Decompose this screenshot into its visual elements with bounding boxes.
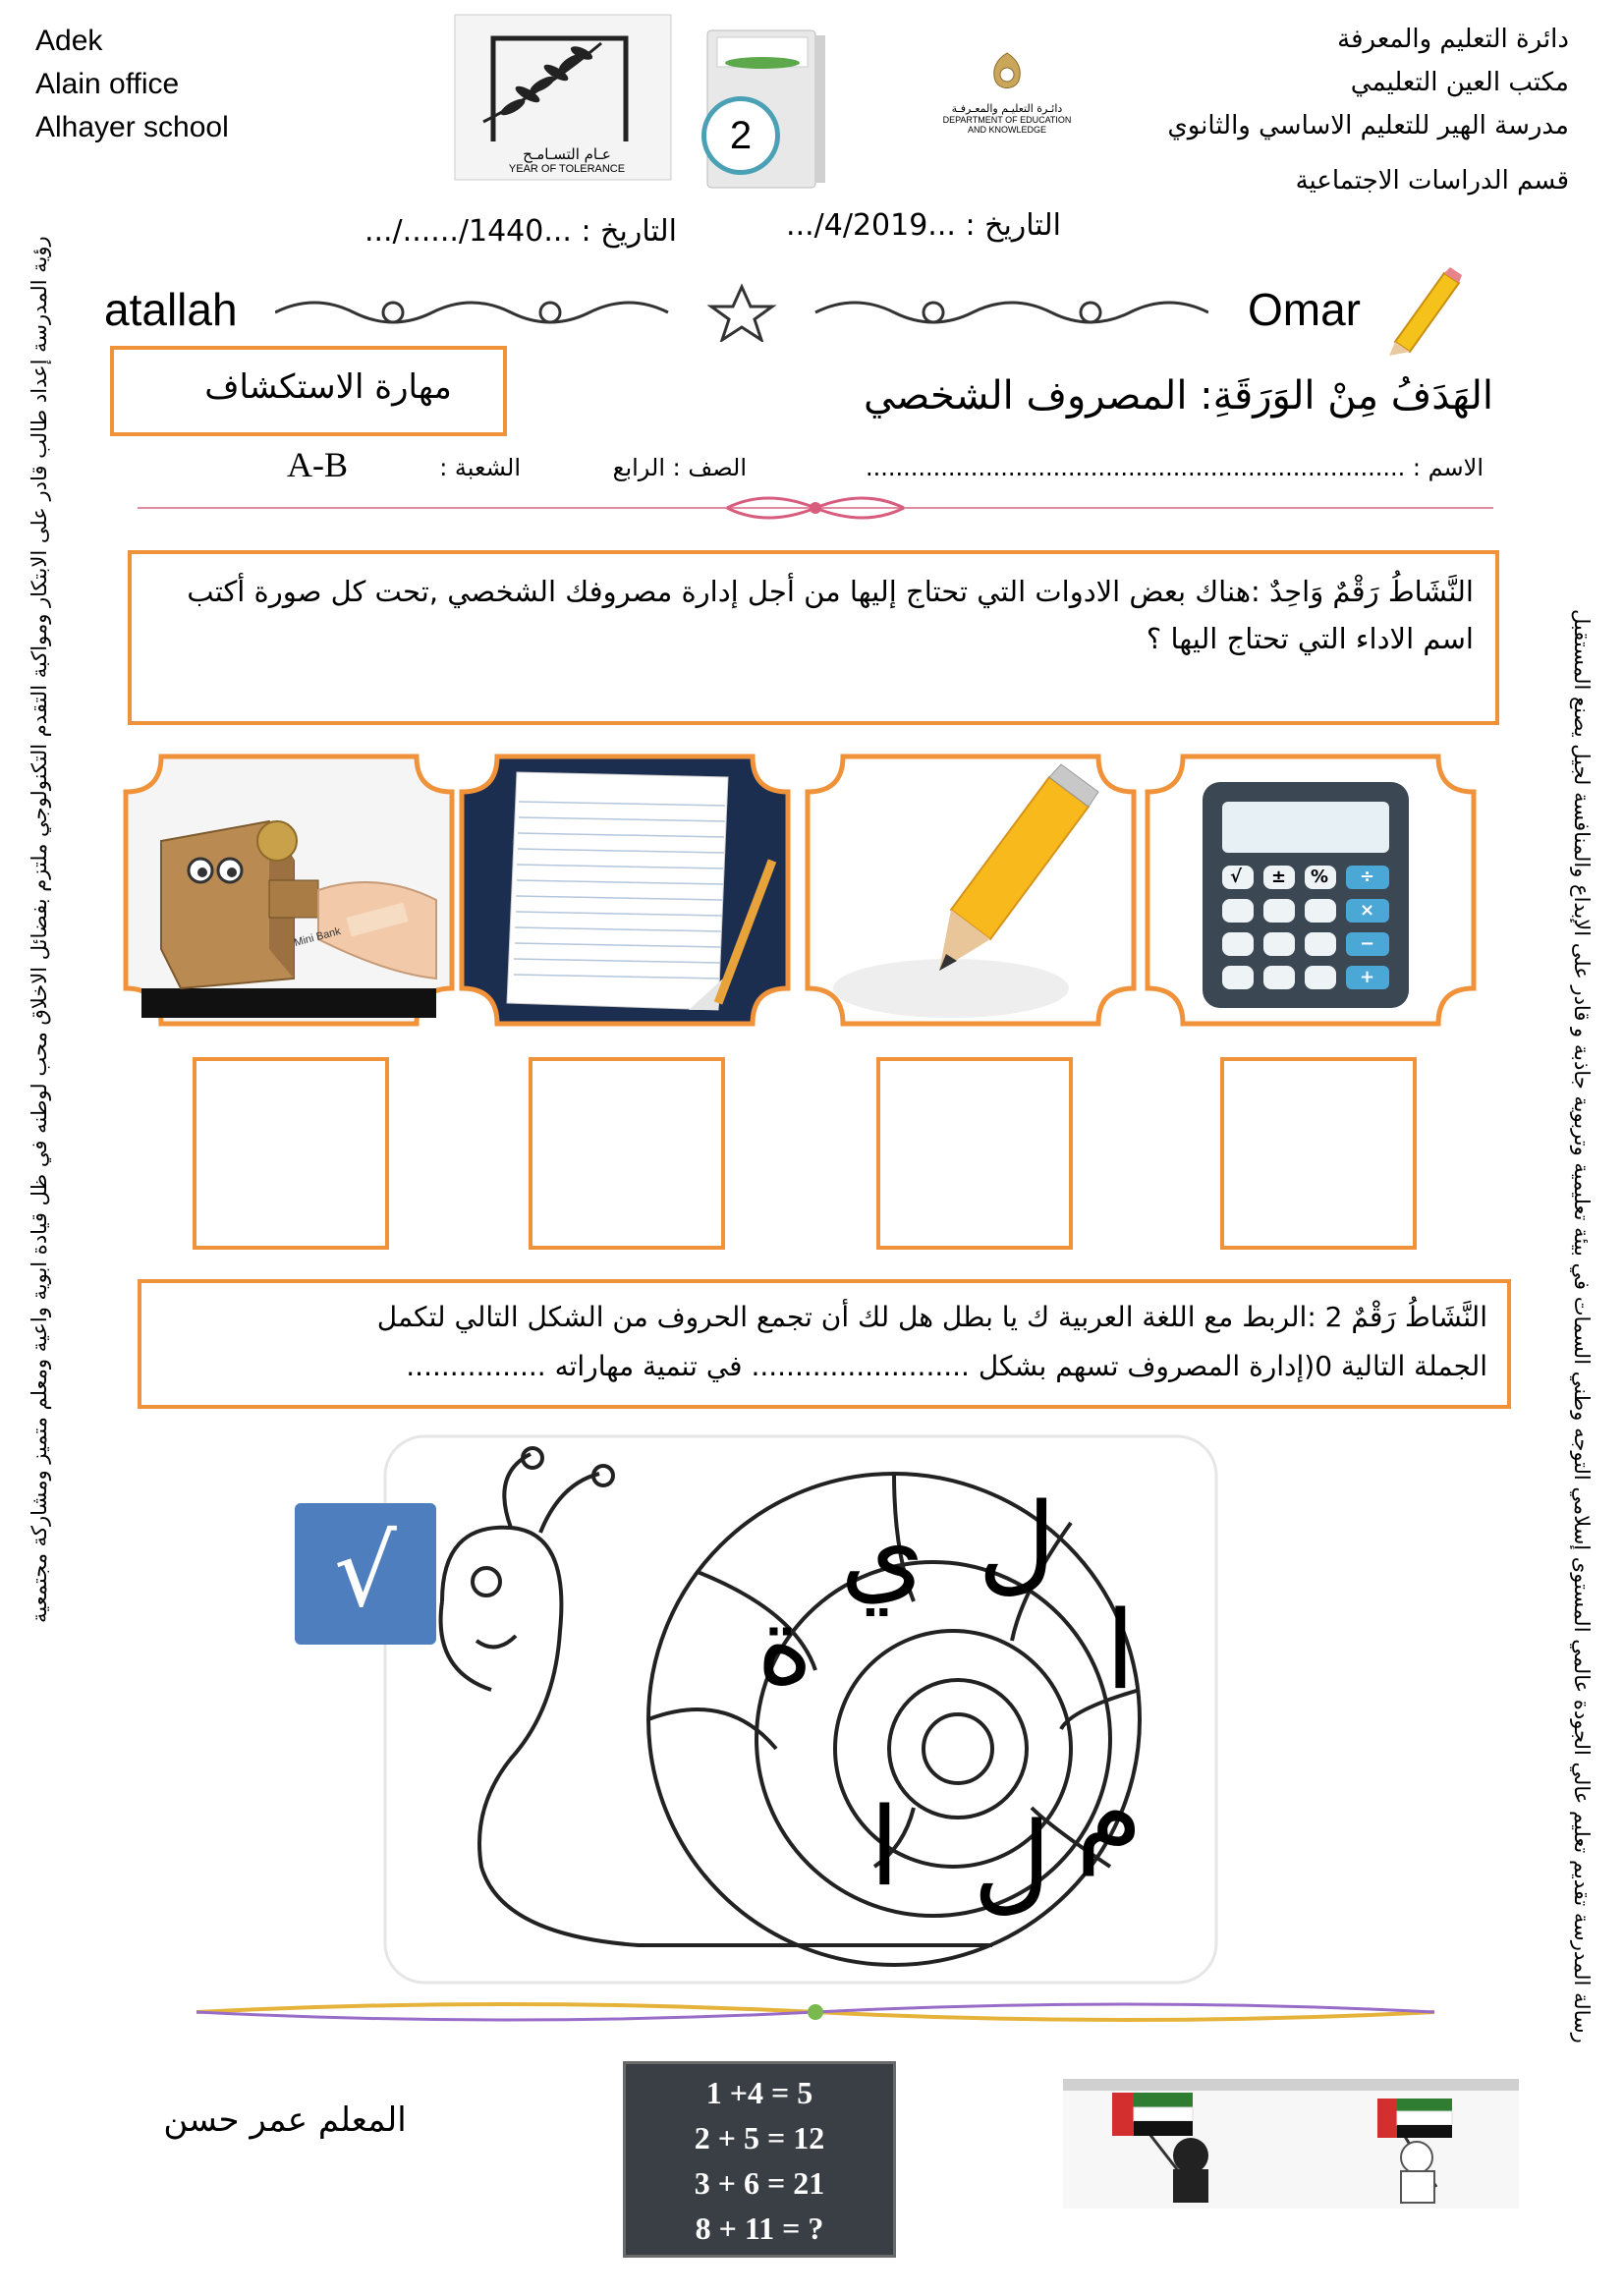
image-frame-piggy-bank xyxy=(122,753,456,1028)
school-mission-text: رسالة المدرسة تقديم تعليم عالي الجودة عالمي المستوى إسلامي التوجه وطني السمات في بيئة تعليمية وتربوية جاذبة و قادر على الإبداع والمنافسة لجيل يصنع المستقبل xyxy=(1570,609,1594,2043)
notebook-icon xyxy=(458,753,792,1028)
calc-key-plusminus: ± xyxy=(1271,867,1287,887)
tolerance-ar-text: عـام التسـامـح xyxy=(523,145,611,163)
date-hijri: التاريخ : ...1440/....../... xyxy=(364,214,678,249)
dept-en-text-2: AND KNOWLEDGE xyxy=(967,125,1046,135)
pencil-icon xyxy=(1375,263,1464,358)
header-left-line: Alain office xyxy=(35,68,180,100)
student-name-line: الاسم : ........................................................................ xyxy=(865,454,1484,481)
uae-flags-image xyxy=(1063,2079,1519,2209)
image-frame-pencil xyxy=(804,753,1138,1028)
pencil-icon xyxy=(804,753,1138,1028)
pink-divider-icon xyxy=(138,483,1493,532)
tolerance-en-text: YEAR OF TOLERANCE xyxy=(508,163,626,175)
dept-ar-text: دائـرة التعليـم والمعـرفـة xyxy=(951,102,1063,115)
math-board-line: 8 + 11 = ? xyxy=(695,2211,824,2246)
check-icon: √ xyxy=(334,1514,397,1629)
banner-name-left: atallah xyxy=(104,284,238,335)
name-banner xyxy=(98,263,1464,358)
header-right-line: قسم الدراسات الاجتماعية xyxy=(1295,166,1569,196)
header-right xyxy=(1058,18,1569,202)
answer-box-piggy-bank[interactable] xyxy=(193,1057,389,1250)
dept-en-text-1: DEPARTMENT OF EDUCATION xyxy=(942,115,1072,125)
calc-key-plus: + xyxy=(1360,967,1375,987)
snail-letter: م xyxy=(1076,1750,1144,1875)
snail-letter: ا xyxy=(869,1784,900,1910)
answer-box-notebook[interactable] xyxy=(529,1057,725,1250)
activity2-box xyxy=(138,1279,1511,1409)
snail-letter: ل xyxy=(973,1799,1051,1925)
activity2-line2: الجملة التالية 0(إدارة المصروف تسهم بشكل ......................... في تنمية مهاراته ................ xyxy=(406,1350,1487,1382)
calculator-icon xyxy=(1144,753,1478,1028)
date-gregorian: التاريخ : ...4/2019/... xyxy=(786,208,1061,243)
decorative-ribbon-icon xyxy=(196,1994,1434,2030)
banner-name-right: Omar xyxy=(1248,284,1361,335)
piggy-bank-label: Mini Bank xyxy=(293,924,343,950)
flags-icon xyxy=(1063,2079,1519,2209)
snail-letter: ل xyxy=(978,1480,1056,1605)
department-logo xyxy=(924,51,1091,169)
snail-puzzle xyxy=(383,1434,1218,1985)
calc-key-multiply: × xyxy=(1360,900,1375,921)
skill-box xyxy=(110,346,507,436)
snail-letter: ا xyxy=(1105,1588,1136,1713)
math-board-line: 3 + 6 = 21 xyxy=(694,2165,825,2201)
snail-icon xyxy=(383,1434,1218,1985)
student-section-label: الشعبة : xyxy=(439,454,521,481)
year-of-tolerance-logo xyxy=(454,14,672,181)
page-number-badge xyxy=(688,26,845,193)
student-section-value: A-B xyxy=(287,445,348,484)
header-left xyxy=(35,20,229,149)
teacher-name: المعلم عمر حسن xyxy=(163,2100,407,2140)
math-board-line: 1 +4 = 5 xyxy=(705,2075,813,2110)
activity1-box xyxy=(128,550,1499,725)
calc-key-sqrt: √ xyxy=(1230,867,1243,887)
math-board-line: 2 + 5 = 12 xyxy=(694,2120,825,2155)
objective-title: الهَدَفُ مِنْ الوَرَقَةِ: المصروف الشخصي xyxy=(863,373,1493,419)
snail-letter: ي xyxy=(840,1489,925,1615)
falcon-emblem-icon xyxy=(987,51,1027,98)
answer-box-calculator[interactable] xyxy=(1220,1057,1417,1250)
calc-key-minus: − xyxy=(1360,933,1375,954)
student-grade: الصف : الرابع xyxy=(612,454,747,481)
header-right-line: مدرسة الهير للتعليم الاساسي والثانوي xyxy=(1167,111,1569,140)
math-board xyxy=(623,2061,896,2258)
header-right-line: دائرة التعليم والمعرفة xyxy=(1337,25,1569,54)
image-frame-notebook xyxy=(458,753,792,1028)
header-left-line: Alhayer school xyxy=(35,111,229,143)
check-mark-badge xyxy=(295,1503,436,1645)
piggy-bank-icon xyxy=(122,753,456,1028)
calc-key-divide: ÷ xyxy=(1360,867,1375,887)
header-left-line: Adek xyxy=(35,25,103,57)
page-number: 2 xyxy=(701,96,780,175)
school-vision-text: رؤية المدرسة إعداد طالب قادر على الابتكار ومواكبة التقدم التكنولوجي ملتزم بفضائل الاخلاق محب لوطنه في ظل قيادة ابوية واعية ومعلم متميز ومشاركة مجتمعية xyxy=(28,236,51,1623)
activity1-text: النَّشَاطُ رَقْمٌ وَاحِدٌ :هناك بعض الادوات التي تحتاج إليها من أجل إدارة مصروفك الشخصي ,تحت كل صورة أكتب اسم الاداء التي تحتاج اليها ؟ xyxy=(187,575,1474,655)
calc-key-percent: % xyxy=(1311,867,1329,887)
header-right-line: مكتب العين التعليمي xyxy=(1350,68,1569,97)
skill-label: مهارة الاستكشاف xyxy=(204,367,452,407)
snail-letter: ة xyxy=(756,1583,813,1708)
answer-box-pencil[interactable] xyxy=(876,1057,1073,1250)
image-frame-calculator xyxy=(1144,753,1478,1028)
activity2-line1: النَّشَاطُ رَقْمٌ 2 :الربط مع اللغة العربية ك يا بطل هل لك أن تجمع الحروف من الشكل التالي لتكمل xyxy=(376,1301,1487,1333)
ornament-divider-icon xyxy=(275,283,1208,342)
